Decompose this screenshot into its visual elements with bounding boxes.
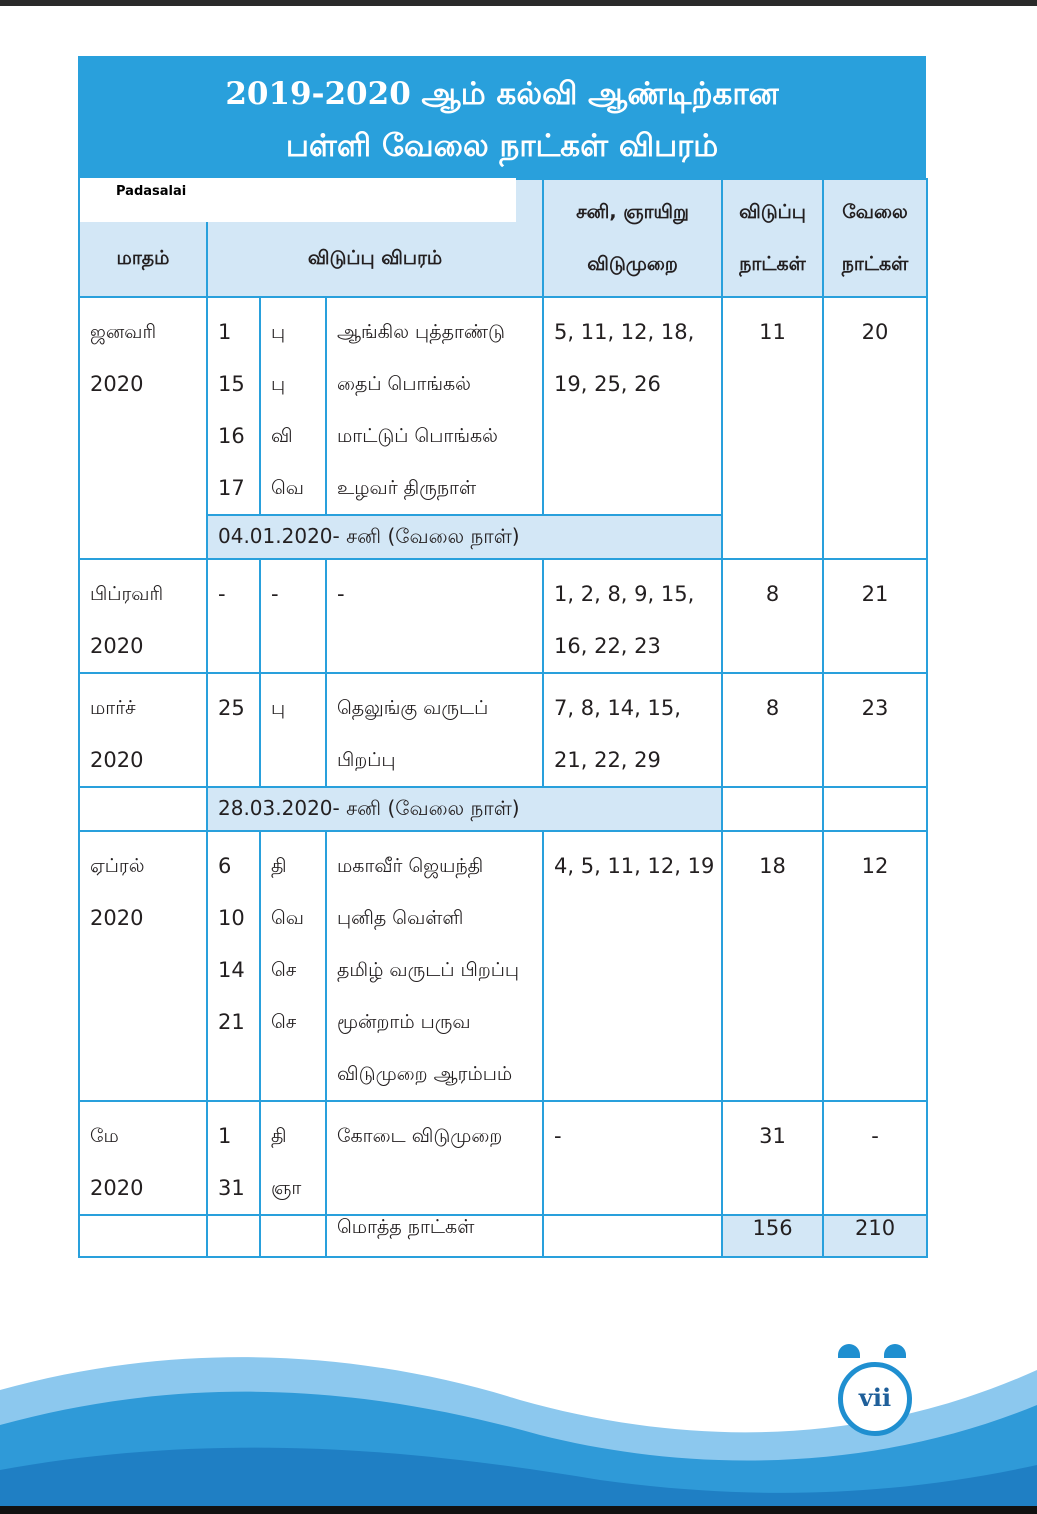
month-name: பிப்ரவரி (90, 583, 164, 605)
holiday-day: தி (271, 1125, 287, 1147)
working-days-cell (823, 559, 927, 673)
day-cell (260, 559, 326, 673)
weekend-cell (543, 1101, 722, 1215)
month-year: 2020 (90, 906, 144, 930)
leave-days-cell (722, 831, 823, 1101)
weekend-cell (543, 297, 722, 515)
holiday-day: பு (271, 373, 286, 395)
date-cell (207, 831, 260, 1101)
holiday-day: வி (271, 425, 293, 447)
holiday-name: விடுமுறை ஆரம்பம் (337, 1063, 513, 1085)
holiday-date: 16 (218, 424, 245, 448)
weekend-dates: 7, 8, 14, 15, (554, 696, 681, 720)
header-month: மாதம் (79, 179, 207, 297)
holiday-day: வெ (271, 907, 304, 929)
holiday-day: பு (271, 697, 286, 719)
header-work-line2: நாட்கள் (841, 253, 909, 275)
holiday-name: - (337, 582, 345, 606)
working-days-cell (823, 297, 927, 559)
holiday-day: வெ (271, 477, 304, 499)
month-year: 2020 (90, 634, 144, 658)
weekend-dates: 5, 11, 12, 18, (554, 320, 695, 344)
empty-cell (722, 787, 823, 831)
total-label: மொத்த நாட்கள் (326, 1215, 543, 1257)
working-days-value: 21 (861, 582, 889, 606)
leave-days-cell (722, 1101, 823, 1215)
holiday-name-cell (326, 297, 543, 515)
holiday-date: 1 (218, 1124, 232, 1148)
header-weekend (543, 179, 722, 297)
holiday-date: 10 (218, 906, 245, 930)
title-banner (78, 56, 926, 178)
weekend-cell (543, 673, 722, 787)
working-days-value: 12 (861, 854, 889, 878)
holiday-name: தெலுங்கு வருடப் (337, 697, 489, 719)
holiday-date: 21 (218, 1010, 245, 1034)
date-cell (207, 1101, 260, 1215)
header-leave-days (722, 179, 823, 297)
holiday-name: மூன்றாம் பருவ (337, 1011, 471, 1033)
holiday-date: 6 (218, 854, 232, 878)
leave-days-value: 18 (759, 854, 786, 878)
holiday-date: - (218, 582, 226, 606)
title-line-1: 2019-2020 ஆம் கல்வி ஆண்டிற்கான (225, 76, 779, 112)
schedule-table (78, 178, 928, 1258)
working-saturday-note: 28.03.2020- சனி (வேலை நாள்) (207, 787, 722, 831)
header-holiday-details: விடுப்பு விபரம் (207, 179, 543, 297)
weekend-dates: 21, 22, 29 (554, 748, 661, 772)
working-days-cell (823, 831, 927, 1101)
holiday-date: 25 (218, 696, 245, 720)
date-cell (207, 297, 260, 515)
total-row (79, 1215, 927, 1257)
leave-days-value: 8 (765, 582, 780, 606)
working-days-value: - (871, 1124, 879, 1148)
holiday-day: - (271, 582, 279, 606)
holiday-name: ஆங்கில புத்தாண்டு (337, 321, 506, 343)
working-days-cell (823, 673, 927, 787)
leave-days-value: 31 (759, 1124, 786, 1148)
holiday-name: தமிழ் வருடப் பிறப்பு (337, 959, 520, 981)
weekend-dates: - (554, 1124, 562, 1148)
weekend-cell (543, 559, 722, 673)
empty-cell (823, 787, 927, 831)
day-cell (260, 297, 326, 515)
month-name: மே (90, 1125, 119, 1147)
month-row-may (79, 1101, 927, 1215)
month-name: ஜனவரி (90, 321, 157, 343)
leave-days-cell (722, 673, 823, 787)
month-cell (79, 673, 207, 787)
month-name: மார்ச் (90, 697, 136, 719)
weekend-dates: 19, 25, 26 (554, 372, 661, 396)
date-cell (207, 673, 260, 787)
holiday-name-cell (326, 1101, 543, 1215)
empty-cell (79, 787, 207, 831)
holiday-date: 17 (218, 476, 245, 500)
holiday-day: தி (271, 855, 287, 877)
leave-days-value: 11 (759, 320, 786, 344)
working-days-value: 20 (861, 320, 889, 344)
month-year: 2020 (90, 748, 144, 772)
weekend-dates: 4, 5, 11, 12, 19 (554, 854, 715, 878)
holiday-day: ஞா (271, 1177, 302, 1199)
month-row-february (79, 559, 927, 673)
month-cell (79, 831, 207, 1101)
watermark-text: Padasalai (116, 184, 187, 199)
holiday-name-cell (326, 831, 543, 1101)
holiday-date: 14 (218, 958, 245, 982)
page-number: vii (858, 1383, 892, 1412)
leave-days-value: 8 (765, 696, 780, 720)
header-leave-line2: நாட்கள் (739, 253, 806, 275)
working-days-value: 23 (861, 696, 889, 720)
leave-days-cell (722, 559, 823, 673)
holiday-name: மாட்டுப் பொங்கல் (337, 425, 498, 447)
header-working-days (823, 179, 927, 297)
month-row-april (79, 831, 927, 1101)
holiday-day: பு (271, 321, 286, 343)
holiday-name-cont: பிறப்பு (337, 749, 396, 771)
day-cell (260, 1101, 326, 1215)
empty-cell (543, 1215, 722, 1257)
total-leave-days: 156 (722, 1215, 823, 1257)
header-work-line1: வேலை (842, 201, 908, 223)
holiday-name-cell (326, 559, 543, 673)
holiday-name: தைப் பொங்கல் (337, 373, 471, 395)
holiday-name: உழவர் திருநாள் (337, 477, 477, 499)
header-leave-line1: விடுப்பு (739, 201, 806, 223)
date-cell (207, 559, 260, 673)
holiday-name: புனித வெள்ளி (337, 907, 464, 929)
leave-days-cell (722, 297, 823, 559)
holiday-day: செ (271, 959, 297, 981)
day-cell (260, 831, 326, 1101)
month-row-january (79, 297, 927, 515)
month-cell (79, 1101, 207, 1215)
holiday-day: செ (271, 1011, 297, 1033)
month-year: 2020 (90, 1176, 144, 1200)
month-year: 2020 (90, 372, 144, 396)
note-row-march (79, 787, 927, 831)
weekend-dates: 16, 22, 23 (554, 634, 661, 658)
title-line-2: பள்ளி வேலை நாட்கள் விபரம் (285, 128, 719, 164)
weekend-dates: 1, 2, 8, 9, 15, (554, 582, 695, 606)
empty-cell (260, 1215, 326, 1257)
bottom-edge (0, 1506, 1037, 1514)
holiday-name: மகாவீர் ஜெயந்தி (337, 855, 484, 877)
month-cell (79, 297, 207, 559)
empty-cell (207, 1215, 260, 1257)
empty-cell (79, 1215, 207, 1257)
page-number-badge (838, 1362, 912, 1436)
month-row-march (79, 673, 927, 787)
header-weekend-line2: விடுமுறை (587, 253, 678, 275)
day-cell (260, 673, 326, 787)
month-name: ஏப்ரல் (90, 855, 145, 877)
total-working-days: 210 (823, 1215, 927, 1257)
working-saturday-note: 04.01.2020- சனி (வேலை நாள்) (207, 515, 722, 559)
header-weekend-line1: சனி, ஞாயிறு (576, 201, 689, 223)
holiday-name: கோடை விடுமுறை (337, 1125, 503, 1147)
watermark-label (80, 178, 516, 222)
top-edge (0, 0, 1037, 6)
holiday-date: 15 (218, 372, 245, 396)
month-cell (79, 559, 207, 673)
working-days-cell (823, 1101, 927, 1215)
weekend-cell (543, 831, 722, 1101)
holiday-date: 1 (218, 320, 232, 344)
holiday-date: 31 (218, 1176, 245, 1200)
holiday-name-cell (326, 673, 543, 787)
